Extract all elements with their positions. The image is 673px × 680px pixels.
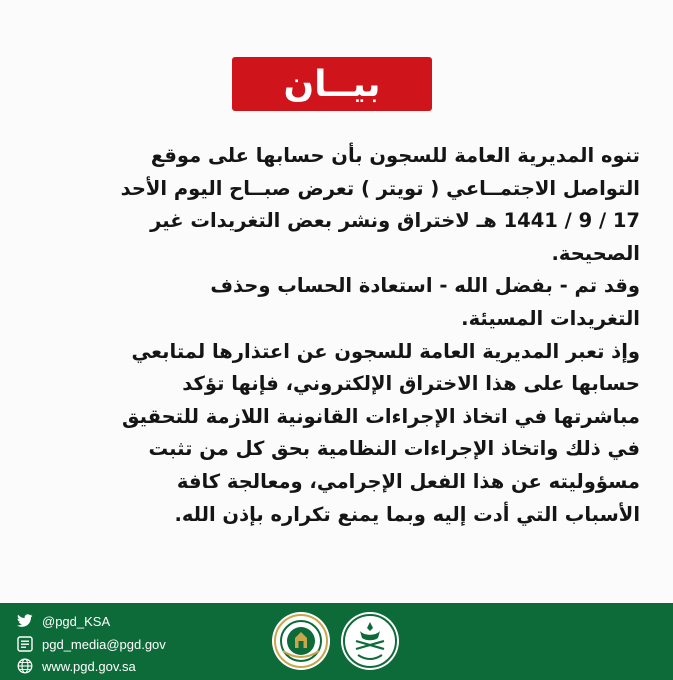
email-icon [16, 635, 34, 653]
body-line: الأسباب التي أدت إليه وبما يمنع تكراره بإذن الله. [174, 502, 640, 526]
body-line: 17 / 9 / 1441 هـ لاختراق ونشر بعض التغريدات غير [150, 209, 640, 233]
body-line: مسؤوليته عن هذا الفعل الإجرامي، ومعالجة كافة [176, 469, 640, 493]
twitter-icon [16, 612, 34, 630]
body-line: حسابها على هذا الاختراق الإلكتروني، فإنها تؤكد [182, 372, 640, 396]
website-url: www.pgd.gov.sa [42, 658, 136, 674]
page-title: بيــان [283, 63, 381, 105]
website-icon [16, 657, 34, 675]
body-line: التواصل الاجتمــاعي ( تويتر ) تعرض صبــاح اليوم الأحد [120, 176, 640, 200]
prisons-directorate-logo [271, 611, 331, 671]
body-line: التغريدات المسيئة. [461, 306, 640, 330]
email-address: pgd_media@pgd.gov [42, 636, 166, 652]
interior-ministry-emblem [340, 611, 400, 671]
body-line: تنوه المديرية العامة للسجون بأن حسابها على موقع [150, 144, 640, 167]
body-line: الصحيحة. [551, 241, 640, 265]
website-contact[interactable] [16, 656, 136, 676]
email-contact[interactable] [16, 634, 166, 654]
body-line: وقد تم - بفضل الله - استعادة الحساب وحذف [210, 274, 640, 298]
body-line: في ذلك واتخاذ الإجراءات النظامية بحق كل من تثبت [148, 437, 640, 461]
statement-body [36, 140, 640, 560]
body-line: وإذ تعبر المديرية العامة للسجون عن اعتذارها لمتابعي [131, 339, 640, 363]
body-line: مباشرتها في اتخاذ الإجراءات القانونية اللازمة للتحقيق [122, 404, 640, 428]
twitter-handle: @pgd_KSA [42, 613, 111, 629]
twitter-contact[interactable] [16, 611, 110, 631]
footer-bar [0, 603, 673, 680]
title-banner [232, 57, 432, 111]
